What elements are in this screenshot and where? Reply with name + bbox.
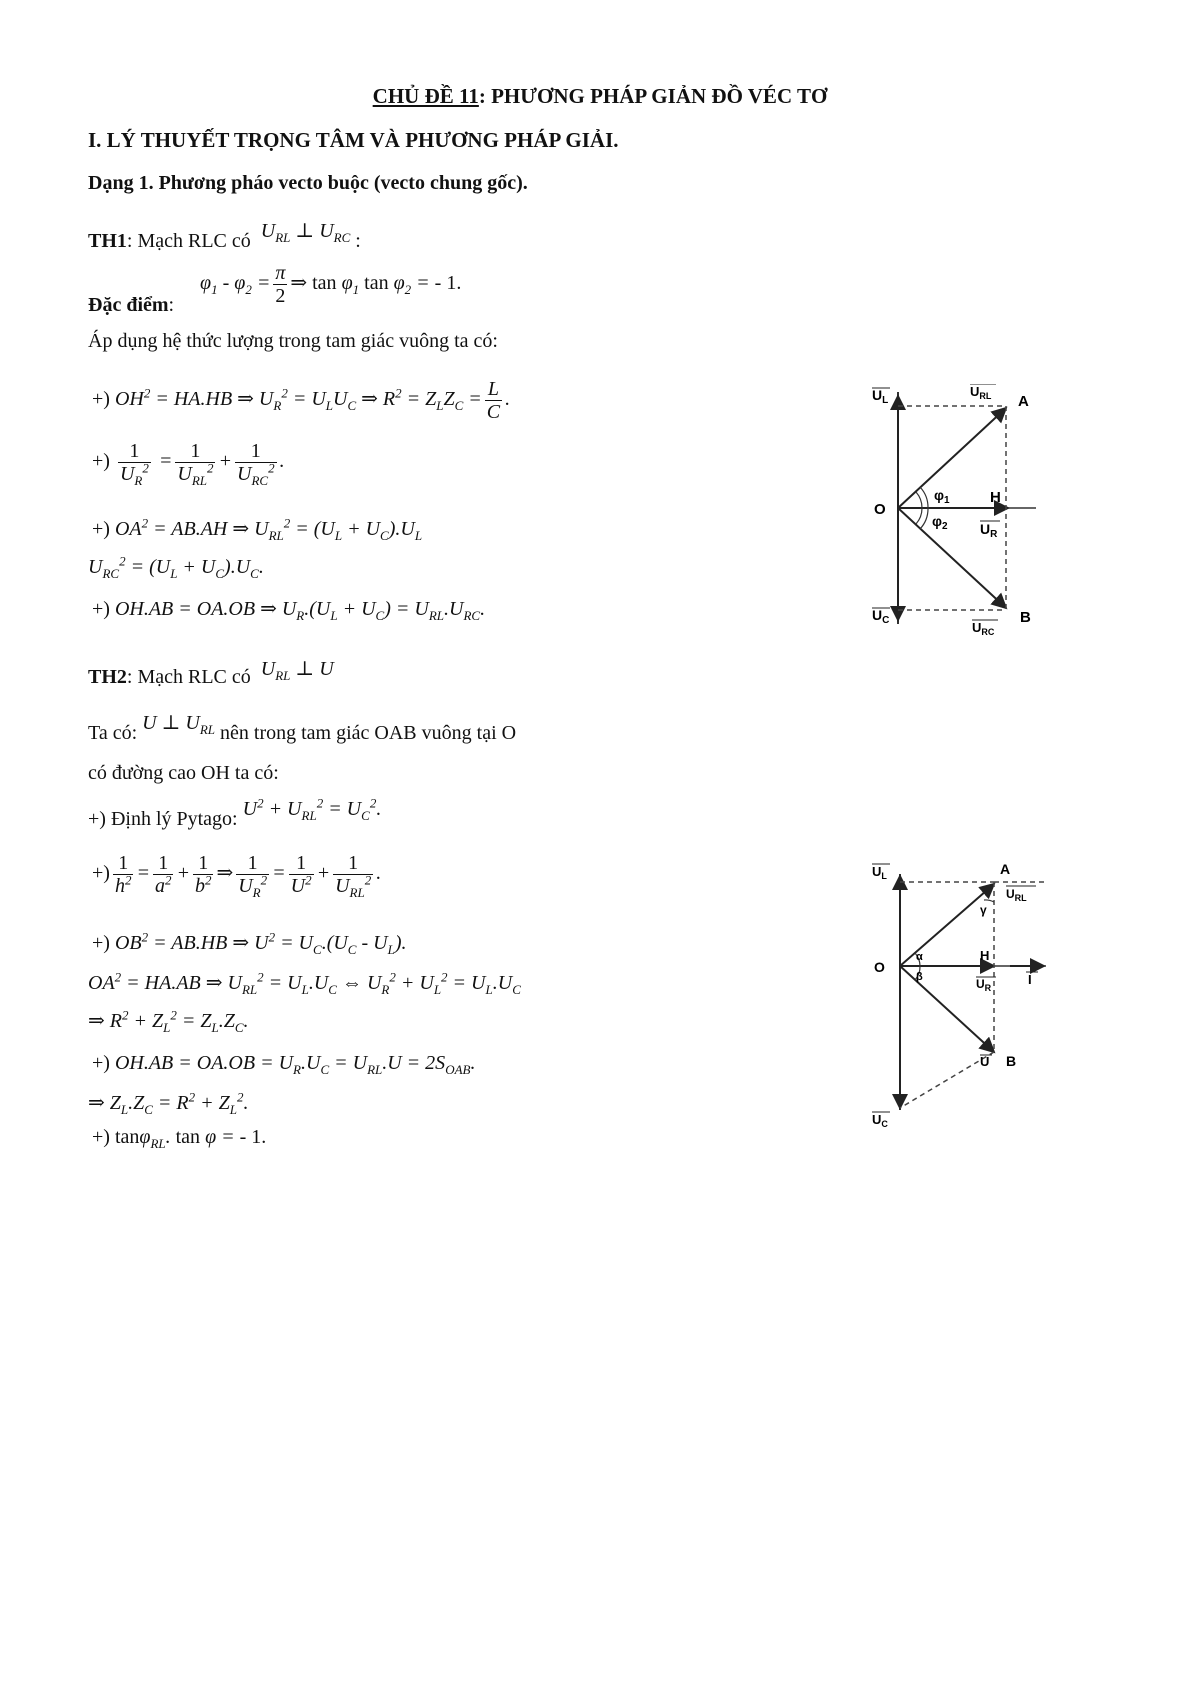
label-h: H — [980, 948, 990, 963]
label-ur: $U_R$ — [980, 521, 998, 540]
th2-pytago-line — [88, 795, 382, 831]
th2-condition: $U_{RL}$ ⊥ U — [255, 658, 334, 683]
th2-pytago-label: +) Định lý Pytago: — [88, 808, 238, 830]
th2-taco-line — [88, 712, 517, 745]
apdung-line: Áp dụng hệ thức lượng trong tam giác vuông ta có: — [88, 330, 498, 352]
label-phi2: $\varphi_2$ — [932, 513, 948, 532]
th1-condition: $U_{RL}$ ⊥ $U_{RC}$ — [255, 220, 351, 245]
label-i: I — [1028, 972, 1032, 987]
label-gamma: γ — [980, 903, 987, 917]
label-alpha: α — [916, 951, 923, 963]
label-ul: $U_L$ — [872, 387, 889, 406]
label-a: A — [1000, 861, 1011, 877]
th2-formula-1: +) $\frac{1}{h^2}$ = $\frac{1}{a^2}$ + $\frac{1}{b^2}$ ⇒ $\frac{1}{U_R^2}$ = $\frac{1}{U^2}$ + $\frac{1}{U_{RL}^2}$ . — [92, 852, 382, 900]
th2-duongcao: có đường cao OH ta có: — [88, 762, 279, 784]
th1-text: : Mạch RLC có — [126, 230, 251, 252]
th2-taco-rest: nên trong tam giác OAB vuông tại O — [220, 722, 517, 744]
th2-taco: Ta có: — [88, 722, 138, 744]
label-h: H — [990, 489, 1001, 506]
section-heading: I. LÝ THUYẾT TRỌNG TÂM VÀ PHƯƠNG PHÁP GIẢI. — [88, 128, 619, 152]
label-urc: $U_{RC}$ — [972, 620, 995, 637]
label-b: B — [1020, 609, 1031, 626]
title-prefix: CHỦ ĐỀ 11 — [372, 84, 479, 108]
vector-diagram-2 — [860, 856, 1050, 1132]
label-o: O — [874, 959, 885, 975]
th2-formula-6: ⇒ $Z_L.Z_C = R^2 + Z_L^2$. — [88, 1089, 249, 1117]
th1-formula-4: $U_{RC}^2 = (U_L + U_C).U_C$. — [88, 553, 264, 581]
dang1-heading: Dạng 1. Phương pháo vecto buộc (vecto chung gốc). — [88, 172, 528, 194]
th2-taco-condition: U ⊥ $U_{RL}$ — [142, 712, 216, 737]
th2-formula-7: +) tanφ$_{RL}$. tan φ = - 1. — [92, 1126, 267, 1151]
label-uc: $U_C$ — [872, 1112, 888, 1129]
label-o: O — [874, 501, 886, 518]
th2-label: TH2 — [88, 666, 127, 688]
vector-diagram-1 — [860, 384, 1040, 656]
th2-text: : Mạch RLC có — [126, 666, 251, 688]
th2-line — [88, 658, 334, 689]
dac-diem-label: Đặc điểm — [88, 294, 169, 316]
th2-formula-3: $OA^2 = HA.AB$ ⇒ $U_{RL}^2 = U_L.U_C$ ⇔ $U_R^2 + U_L^2 = U_L.U_C$ — [88, 969, 521, 997]
th2-formula-4: ⇒ $R^2 + Z_L^2 = Z_L.Z_C$. — [88, 1007, 249, 1035]
th1-formula-2: +) $\frac{1}{U_R^2}$ = $\frac{1}{U_{RL}^2}$ + $\frac{1}{U_{RC}^2}$ . — [92, 440, 285, 488]
label-phi1: $\varphi_1$ — [934, 487, 950, 506]
label-ul: $U_L$ — [872, 864, 887, 881]
label-ur: $U_R$ — [976, 977, 992, 993]
dac-diem-line: Đặc điểm: — [88, 294, 175, 316]
th1-line: TH1: Mạch RLC có $U_{RL}$ ⊥ $U_{RC}$ : — [88, 220, 361, 252]
label-url: $U_{RL}$ — [1006, 887, 1027, 903]
th2-pytago-formula: $U^2 + U_{RL}^2 = U_C^2$. — [242, 795, 382, 823]
label-url: $U_{RL}$ — [970, 384, 992, 401]
th1-formula-phi: $\varphi_1 - \varphi_2$ = $\frac{\pi}{2}$ ⇒ $\tan \varphi_1$ $\tan \varphi_2$ = - 1. — [200, 262, 462, 307]
label-u: U — [980, 1054, 990, 1069]
th1-label: TH1 — [88, 230, 127, 252]
page-title — [0, 84, 1200, 109]
label-b: B — [1006, 1053, 1017, 1069]
th1-formula-3: +) $OA^2 = AB.AH$ ⇒ $U_{RL}^2 = (U_L + U_C).U_L$ — [92, 515, 423, 543]
th1-formula-5: +) OH.AB = OA.OB ⇒ $U_R.(U_L + U_C) = U_{RL}.U_{RC}$. — [92, 598, 486, 623]
title-rest: : PHƯƠNG PHÁP GIẢN ĐỒ VÉC TƠ — [478, 84, 828, 108]
th1-formula-1: +) $OH^2 = HA.HB$ ⇒ $U_R^2 = U_LU_C$ ⇒ $R^2 = Z_LZ_C$ = $\frac{L}{C}$ . — [92, 378, 511, 423]
label-a: A — [1018, 393, 1029, 410]
label-uc: $U_C$ — [872, 607, 890, 626]
label-beta: β — [916, 971, 923, 983]
th2-formula-5: +) $OH.AB = OA.OB = U_R.U_C = U_{RL}.U = 2S_{OAB}$. — [92, 1052, 476, 1077]
th2-formula-2: +) $OB^2 = AB.HB$ ⇒ $U^2 = U_C.(U_C - U_L)$. — [92, 929, 407, 957]
